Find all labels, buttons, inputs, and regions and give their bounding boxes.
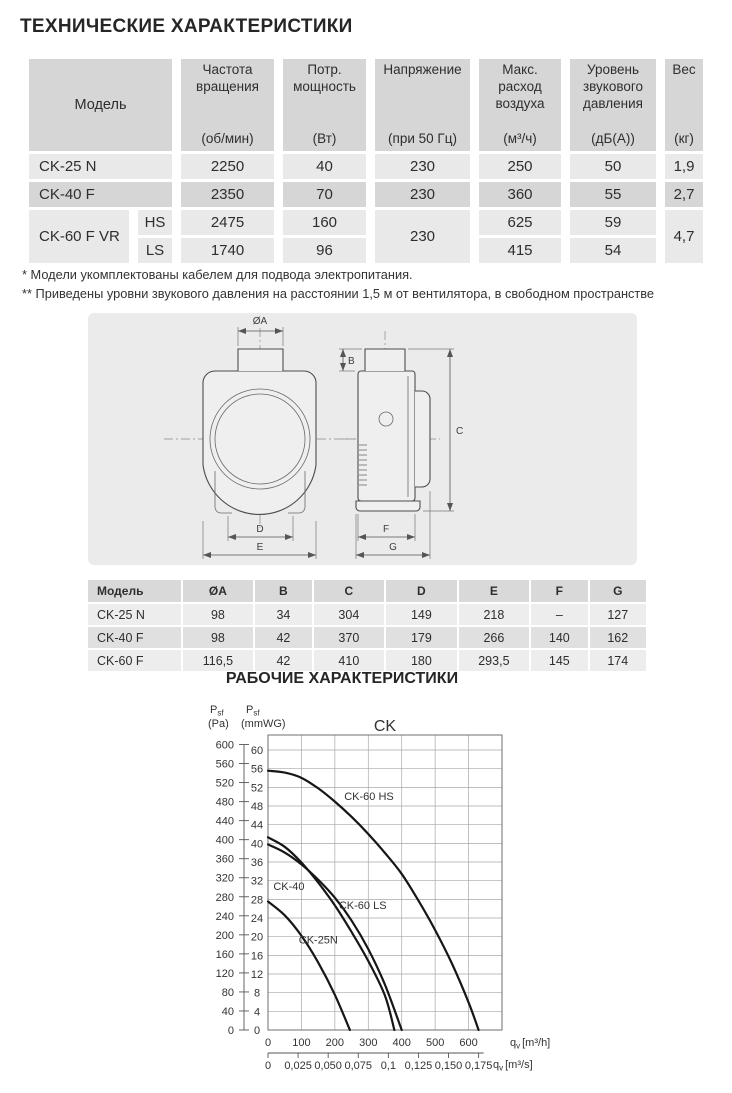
mmwg-tick-label: 24 <box>250 913 264 926</box>
footnote-cable: * Модели укомплектованы кабелем для подвода электропитания. <box>22 267 413 282</box>
noise-value: 54 <box>570 238 656 263</box>
power-value: 70 <box>283 182 366 207</box>
mmwg-tick-label: 12 <box>250 969 264 982</box>
inlet-spigot-side <box>365 349 405 371</box>
col-header-weight-label: Вес <box>672 62 696 77</box>
curve-label-ck-25n: CK-25N <box>298 934 338 947</box>
x-tick-label-m3h: 500 <box>425 1037 445 1049</box>
pa-tick-label: 160 <box>215 948 234 961</box>
dims-col-g: G <box>590 580 646 602</box>
dim-label-d: D <box>256 524 264 535</box>
dims-col-oa: ØA <box>183 580 254 602</box>
mmwg-tick-label: 4 <box>253 1006 261 1019</box>
airflow-value: 625 <box>479 210 561 235</box>
pa-tick-label: 360 <box>215 853 234 866</box>
dimensional-drawing-panel <box>88 313 637 565</box>
dim-value: 304 <box>314 604 385 625</box>
power-value: 160 <box>283 210 366 235</box>
x2-tick-label: 0,050 <box>314 1060 342 1072</box>
x-tick-label-m3h: 0 <box>264 1037 272 1049</box>
fan-body-outline <box>203 371 316 514</box>
dim-label-f: F <box>382 524 390 535</box>
speed-value: 1740 <box>181 238 274 263</box>
mmwg-tick-label: 56 <box>250 763 264 776</box>
inlet-spigot-front <box>238 349 283 371</box>
airflow-value: 415 <box>479 238 561 263</box>
x2-tick-label: 0,025 <box>284 1060 312 1072</box>
power-value: 40 <box>283 154 366 179</box>
col-header-airflow-label: Макс. расход воздуха <box>495 62 545 111</box>
dim-value: 410 <box>314 650 385 671</box>
dim-value: 180 <box>386 650 457 671</box>
dim-label-c: C <box>456 426 464 437</box>
dim-value: 218 <box>459 604 530 625</box>
x-tick-label-m3h: 600 <box>459 1037 478 1049</box>
voltage-value: 230 <box>375 154 470 179</box>
dim-value: 179 <box>386 627 457 648</box>
chart-plot-area <box>216 735 502 1072</box>
model-name: CK-60 F VR <box>29 210 129 263</box>
x2-tick-label: 0,1 <box>380 1060 396 1072</box>
pa-tick-label: 560 <box>215 758 234 771</box>
pa-tick-label: 0 <box>227 1025 234 1037</box>
model-name: CK-25 N <box>29 154 172 179</box>
col-header-power-unit: (Вт) <box>312 131 337 147</box>
specs-table-grid <box>20 56 712 266</box>
model-name: CK-60 F <box>88 650 181 671</box>
pa-tick-label: 520 <box>215 777 234 790</box>
mmwg-tick-label: 0 <box>253 1025 261 1037</box>
pa-tick-label: 600 <box>215 739 234 752</box>
mmwg-tick-label: 28 <box>250 894 264 907</box>
col-header-power <box>283 59 366 151</box>
dim-value: 98 <box>183 604 254 625</box>
mmwg-tick-label: 60 <box>250 745 264 758</box>
dim-value: – <box>531 604 587 625</box>
base-plate <box>356 501 420 511</box>
mmwg-tick-label: 48 <box>250 801 264 814</box>
noise-value: 59 <box>570 210 656 235</box>
dims-col-model: Модель <box>88 580 181 602</box>
speed-value: 2475 <box>181 210 274 235</box>
chart-title: CK <box>373 718 397 735</box>
mmwg-tick-label: 40 <box>250 838 264 851</box>
voltage-value: 230 <box>375 182 470 207</box>
variant-label: HS <box>138 210 172 235</box>
col-header-airflow-unit: (м³/ч) <box>503 131 537 147</box>
dim-label-oa: ØA <box>252 316 268 327</box>
y-axis-unit-mmwg: (mmWG) <box>241 718 286 730</box>
dims-col-d: D <box>386 580 457 602</box>
x2-tick-label: 0,125 <box>404 1060 433 1072</box>
dims-col-e: E <box>459 580 530 602</box>
performance-chart <box>200 700 640 1093</box>
weight-value: 2,7 <box>665 182 703 207</box>
col-header-noise <box>570 59 656 151</box>
dim-value: 266 <box>459 627 530 648</box>
pa-tick-label: 280 <box>215 891 234 904</box>
model-name: CK-40 F <box>88 627 181 648</box>
col-header-noise-unit: (дБ(А)) <box>591 131 635 147</box>
mmwg-tick-label: 20 <box>250 931 264 944</box>
dims-col-b: B <box>255 580 311 602</box>
curve-label-ck-60-hs: CK-60 HS <box>344 791 394 804</box>
voltage-value: 230 <box>375 210 470 263</box>
dim-value: 370 <box>314 627 385 648</box>
pa-tick-label: 400 <box>215 834 234 847</box>
dim-label-e: E <box>256 542 264 553</box>
pa-tick-label: 240 <box>215 910 234 923</box>
noise-value: 55 <box>570 182 656 207</box>
dimensions-table <box>86 578 648 673</box>
dim-value: 145 <box>531 650 587 671</box>
dims-row-ck40 <box>88 627 646 648</box>
footnotes <box>22 266 654 303</box>
x-axis-label-m3s: $q_v$ [m³/s] <box>493 1059 533 1073</box>
model-name: CK-25 N <box>88 604 181 625</box>
dim-value: 42 <box>255 627 311 648</box>
x-tick-label-m3h: 300 <box>359 1037 378 1049</box>
dims-col-c: C <box>314 580 385 602</box>
pa-tick-label: 120 <box>215 967 234 980</box>
col-header-model <box>29 59 172 151</box>
fan-dimension-drawing <box>88 313 637 565</box>
mmwg-tick-label: 52 <box>250 782 264 795</box>
col-header-voltage <box>375 59 470 151</box>
curve-label-ck-60-ls: CK-60 LS <box>338 900 387 913</box>
x2-tick-label: 0 <box>264 1060 272 1072</box>
dims-row-ck60 <box>88 650 646 671</box>
col-header-noise-label: Уровень звукового давления <box>582 62 644 111</box>
weight-value: 4,7 <box>665 210 703 263</box>
dims-header-row <box>88 580 646 602</box>
dim-value: 149 <box>386 604 457 625</box>
dim-value: 162 <box>590 627 646 648</box>
col-header-airflow <box>479 59 561 151</box>
x-axis-label-m3h: $q_v$ [m³/h] <box>510 1037 551 1051</box>
col-header-speed <box>181 59 274 151</box>
mmwg-tick-label: 8 <box>253 987 261 1000</box>
dimensions-table-grid <box>86 578 648 673</box>
col-header-weight-unit: (кг) <box>674 131 694 147</box>
dim-value: 42 <box>255 650 311 671</box>
speed-value: 2350 <box>181 182 274 207</box>
x2-tick-label: 0,150 <box>434 1060 463 1072</box>
col-header-weight <box>665 59 703 151</box>
page-title: ТЕХНИЧЕСКИЕ ХАРАКТЕРИСТИКИ <box>20 16 353 37</box>
col-header-model-label: Модель <box>74 96 127 113</box>
dim-label-b: B <box>348 356 355 367</box>
power-value: 96 <box>283 238 366 263</box>
dim-value: 293,5 <box>459 650 530 671</box>
mmwg-tick-label: 36 <box>250 857 264 870</box>
x-tick-label-m3h: 200 <box>325 1037 345 1049</box>
dim-value: 140 <box>531 627 587 648</box>
y-axis-label-mmwg: $P_{sf}$ <box>246 704 260 718</box>
pa-tick-label: 320 <box>215 872 234 885</box>
mmwg-tick-label: 44 <box>250 819 264 832</box>
y-axis-label-pa: $P_{sf}$ <box>210 704 224 718</box>
dim-value: 34 <box>255 604 311 625</box>
dim-value: 174 <box>590 650 646 671</box>
pa-tick-label: 40 <box>221 1005 234 1018</box>
airflow-value: 250 <box>479 154 561 179</box>
fan-side-view <box>339 331 463 559</box>
x-tick-label-m3h: 400 <box>392 1037 411 1049</box>
variant-label: LS <box>138 238 172 263</box>
mmwg-tick-label: 32 <box>250 875 264 888</box>
dims-col-f: F <box>531 580 587 602</box>
noise-value: 50 <box>570 154 656 179</box>
mmwg-tick-label: 16 <box>250 950 264 963</box>
fan-front-view <box>164 316 356 559</box>
footnote-noise: ** Приведены уровни звукового давления на расстоянии 1,5 м от вентилятора, в свободном пространстве <box>22 285 655 301</box>
y-axis-unit-pa: (Pa) <box>208 718 229 730</box>
pa-tick-label: 480 <box>215 796 234 809</box>
dim-value: 127 <box>590 604 646 625</box>
weight-value: 1,9 <box>665 154 703 179</box>
x2-tick-label: 0,075 <box>344 1060 373 1072</box>
curve-label-ck-40: CK-40 <box>273 881 305 894</box>
airflow-value: 360 <box>479 182 561 207</box>
dims-row-ck25 <box>88 604 646 625</box>
pa-tick-label: 80 <box>221 986 234 999</box>
col-header-voltage-unit: (при 50 Гц) <box>388 131 457 147</box>
performance-section-title: РАБОЧИЕ ХАРАКТЕРИСТИКИ <box>225 670 459 687</box>
pa-tick-label: 440 <box>215 815 234 828</box>
specs-row-ck25 <box>29 154 703 179</box>
specs-row-ck60-ls <box>29 238 703 263</box>
side-body-outline <box>358 371 415 501</box>
dim-value: 98 <box>183 627 254 648</box>
dim-label-g: G <box>389 542 397 553</box>
col-header-voltage-label: Напряжение <box>383 62 462 77</box>
curve-ck-25n <box>268 902 350 1030</box>
specs-table <box>20 56 712 266</box>
scroll-flange <box>415 391 430 487</box>
performance-chart-svg <box>200 700 640 1088</box>
col-header-power-label: Потр. мощность <box>293 62 356 94</box>
model-name: CK-40 F <box>29 182 172 207</box>
specs-row-ck60-hs <box>29 210 703 235</box>
col-header-speed-label: Частота вращения <box>196 62 259 94</box>
pa-tick-label: 200 <box>215 929 234 942</box>
dim-value: 116,5 <box>183 650 254 671</box>
specs-row-ck40 <box>29 182 703 207</box>
x-tick-label-m3h: 100 <box>292 1037 311 1049</box>
specs-header-row <box>29 59 703 151</box>
x2-tick-label: 0,175 <box>464 1060 493 1072</box>
col-header-speed-unit: (об/мин) <box>201 131 254 147</box>
speed-value: 2250 <box>181 154 274 179</box>
